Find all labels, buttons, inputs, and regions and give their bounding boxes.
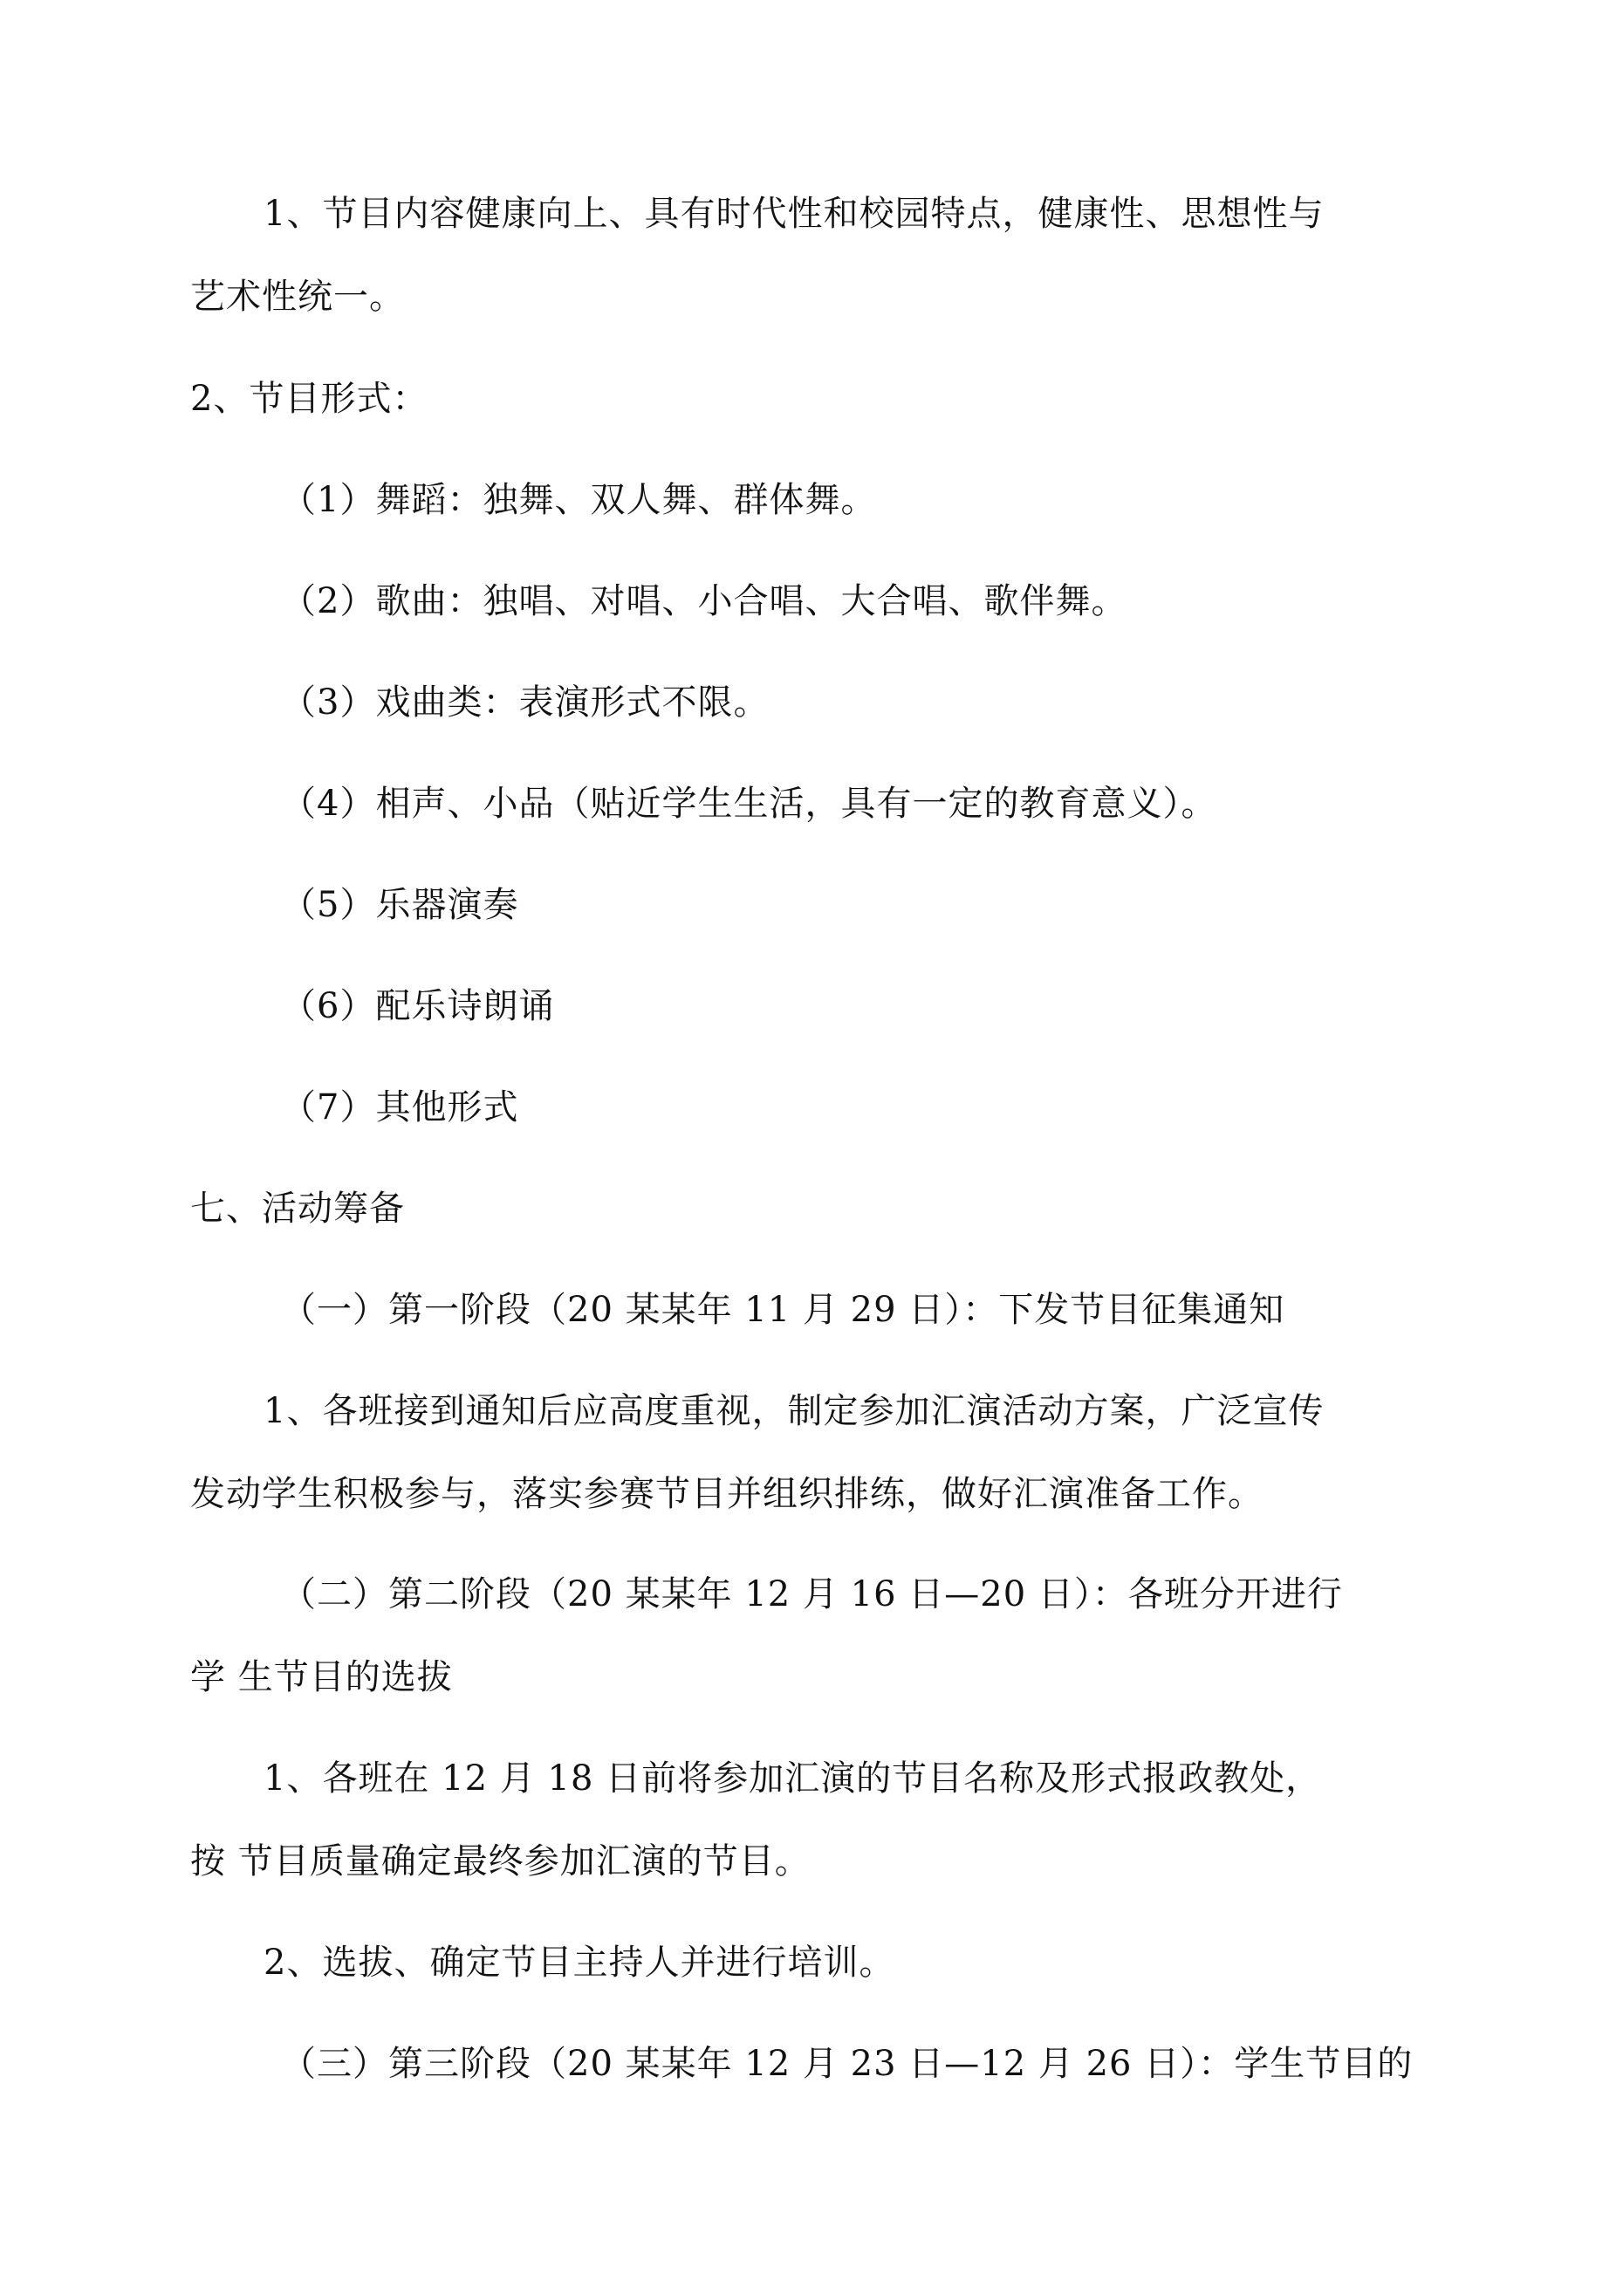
list-item-dance: （1）舞蹈：独舞、双人舞、群体舞。 (281, 480, 877, 520)
paragraph-content-req-line-1: 1、节目内容健康向上、具有时代性和校园特点，健康性、思想性与 (264, 194, 1325, 234)
stage-one-heading: （一）第一阶段（20 某某年 11 月 29 日）：下发节目征集通知 (281, 1290, 1285, 1330)
list-item-opera: （3）戏曲类：表演形式不限。 (281, 682, 770, 723)
list-item-song: （2）歌曲：独唱、对唱、小合唱、大合唱、歌伴舞。 (281, 581, 1127, 621)
stage-three-heading: （三）第三阶段（20 某某年 12 月 23 日—12 月 26 日）：学生节目的 (281, 2044, 1414, 2084)
stage-two-item-1-line-2: 按 节目质量确定最终参加汇演的节目。 (190, 1841, 811, 1881)
list-item-other-forms: （7）其他形式 (281, 1087, 519, 1127)
list-item-crosstalk-skit: （4）相声、小品（贴近学生生活，具有一定的教育意义）。 (281, 784, 1217, 824)
list-item-poetry-recital: （6）配乐诗朗诵 (281, 986, 555, 1026)
stage-one-paragraph-line-1: 1、各班接到通知后应高度重视，制定参加汇演活动方案，广泛宣传 (264, 1391, 1325, 1431)
stage-two-heading-line-2: 学 生节目的选拔 (190, 1657, 453, 1697)
stage-two-heading-line-1: （二）第二阶段（20 某某年 12 月 16 日—20 日）：各班分开进行 (281, 1574, 1343, 1614)
stage-two-item-2: 2、选拔、确定节目主持人并进行培训。 (264, 1943, 895, 1983)
paragraph-content-req-line-2: 艺术性统一。 (190, 277, 405, 317)
list-item-instrumental: （5）乐器演奏 (281, 885, 519, 925)
section-heading-preparation: 七、活动筹备 (190, 1189, 405, 1229)
stage-one-paragraph-line-2: 发动学生积极参与，落实参赛节目并组织排练，做好汇演准备工作。 (190, 1474, 1263, 1514)
stage-two-item-1-line-1: 1、各班在 12 月 18 日前将参加汇演的节目名称及形式报政教处， (264, 1758, 1322, 1799)
heading-program-forms: 2、节目形式： (190, 379, 428, 419)
